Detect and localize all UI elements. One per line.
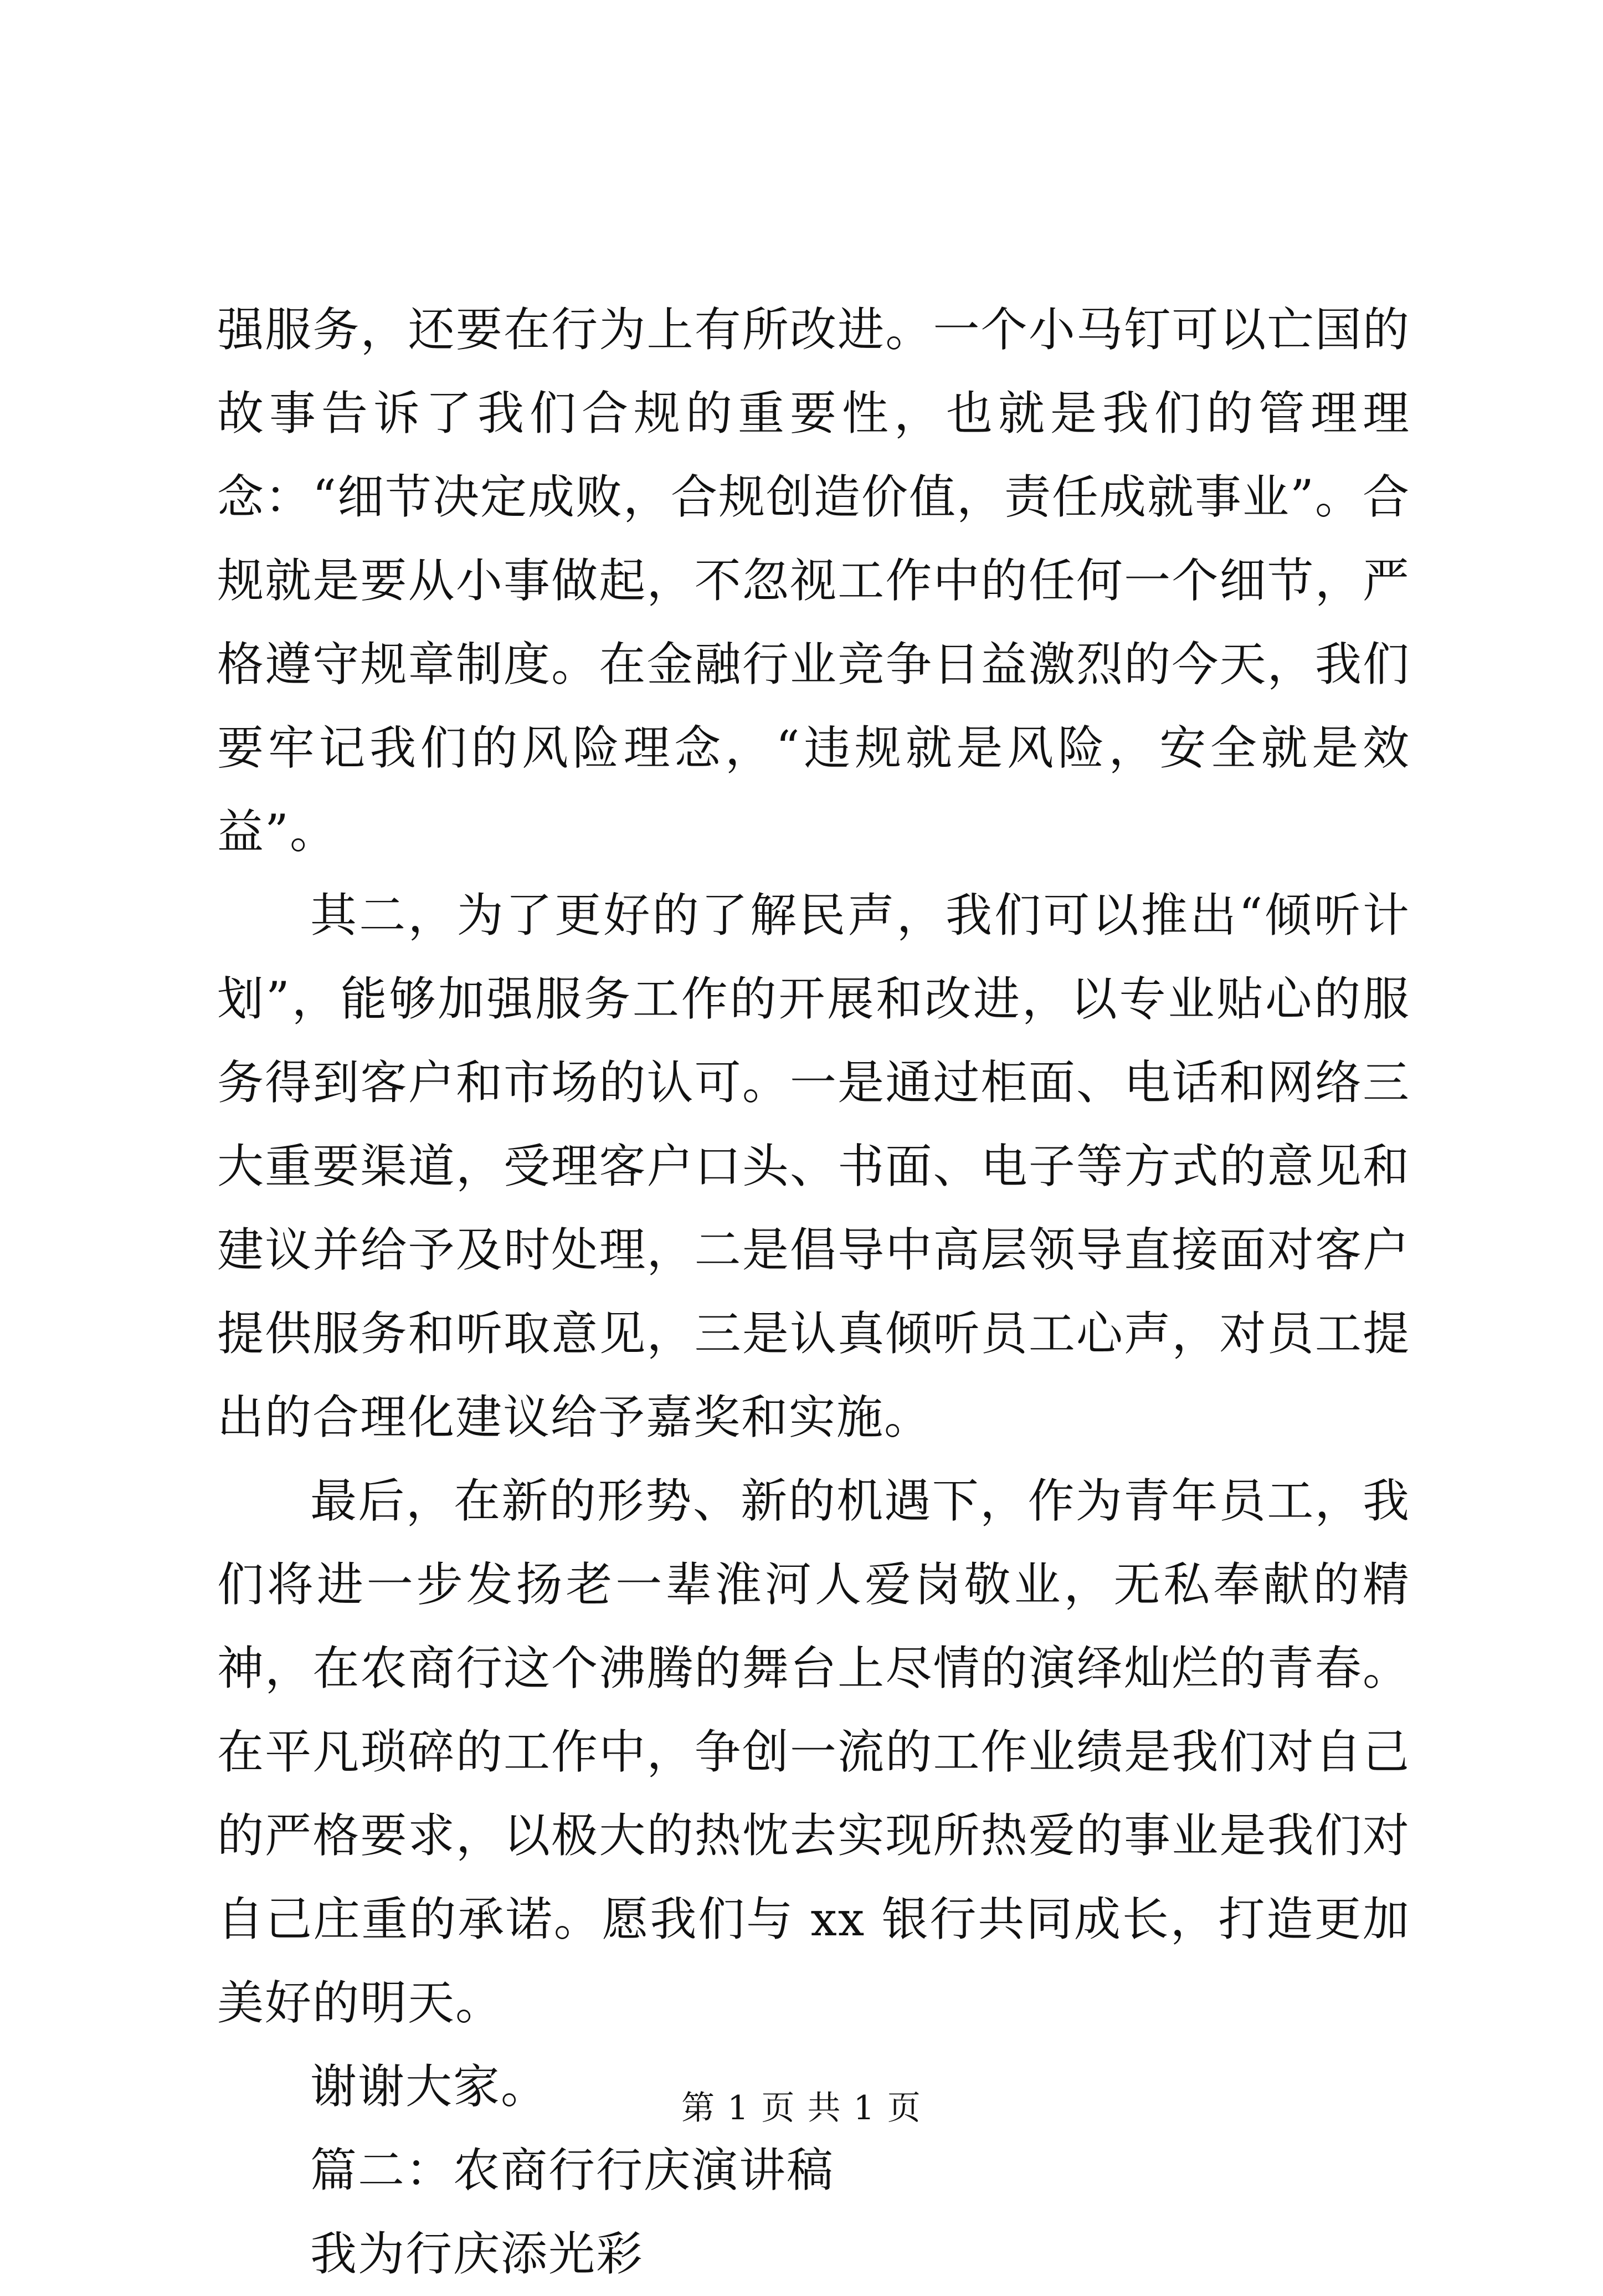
paragraph-listening-plan: 其二，为了更好的了解民声，我们可以推出“倾听计划”，能够加强服务工作的开展和改进，以专业贴心的服务得到客户和市场的认可。一是通过柜面、电话和网络三大重要渠道，受理客户口头、书面、电子等方式的意见和建议并给予及时处理，二是倡导中高层领导直接面对客户提供服务和听取意见，三是认真倾听员工心声，对员工提出的合理化建议给予嘉奖和实施。 <box>217 888 1410 1444</box>
section-heading: 篇二：农商行行庆演讲稿 <box>310 2143 835 2197</box>
speech-title: 我为行庆添光彩 <box>310 2227 644 2281</box>
page-footer: 第 1 页 共 1 页 <box>681 2089 922 2128</box>
paragraph-thanks: 谢谢大家。 <box>310 2059 549 2114</box>
document-body <box>217 288 1410 2296</box>
paragraph-continuation: 强服务，还要在行为上有所改进。一个小马钉可以亡国的故事告诉了我们合规的重要性，也就是我们的管理理念：“细节决定成败，合规创造价值，责任成就事业”。合规就是要从小事做起，不忽视工作中的任何一个细节，严格遵守规章制度。在金融行业竞争日益激烈的今天，我们要牢记我们的风险理念，“违规就是风险，安全就是效益”。 <box>217 303 1410 859</box>
paragraph-conclusion: 最后，在新的形势、新的机遇下，作为青年员工，我们将进一步发扬老一辈淮河人爱岗敬业，无私奉献的精神，在农商行这个沸腾的舞台上尽情的演绎灿烂的青春。在平凡琐碎的工作中，争创一流的工作业绩是我们对自己的严格要求，以极大的热忱去实现所热爱的事业是我们对自己庄重的承诺。愿我们与 xx 银行共同成长，打造更加美好的明天。 <box>217 1474 1410 2030</box>
